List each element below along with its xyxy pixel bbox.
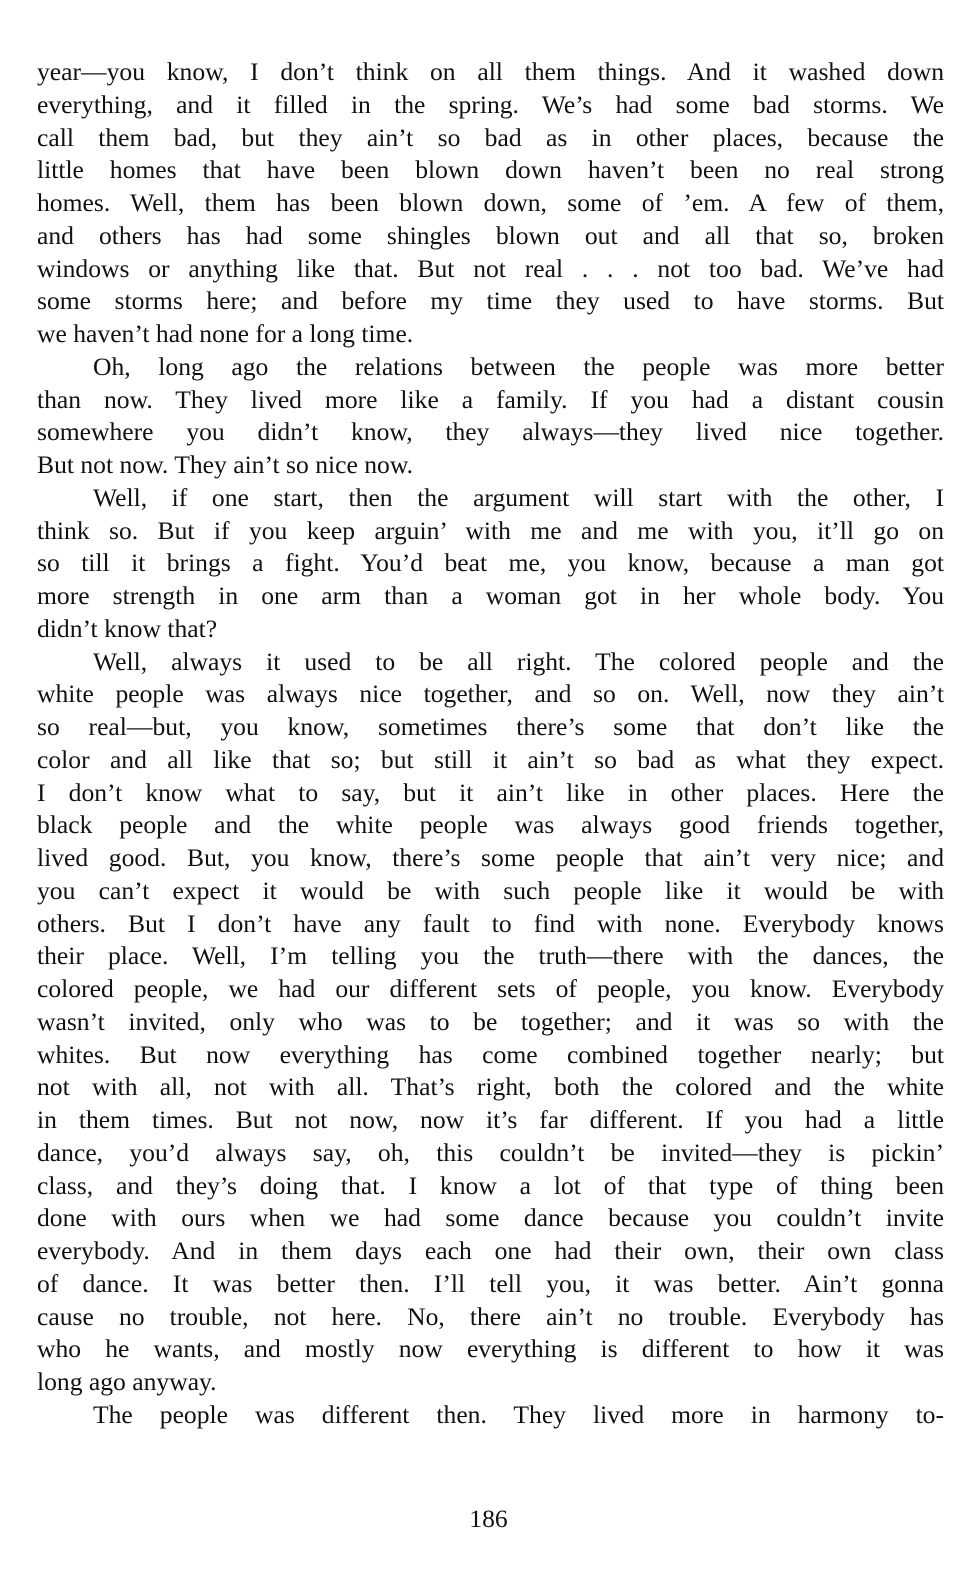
page-number: 186 [469,1504,508,1533]
text-line: year—you know, I don’t think on all them things. And it washed down [37,57,944,86]
text-line: Oh, long ago the relations between the people was more better [93,351,944,381]
text-line: lived good. But, you know, there’s some people that ain’t very nice; and [37,843,944,872]
text-line: class, and they’s doing that. I know a lot of that type of thing been [37,1170,944,1200]
text-line: you can’t expect it would be with such people like it would be with [37,875,944,905]
text-line: black people and the white people was always good friends together, [37,810,944,840]
text-line: done with ours when we had some dance because you couldn’t invite [37,1203,944,1233]
text-line: of dance. It was better then. I’ll tell you, it was better. Ain’t gonna [37,1268,944,1298]
text-line: The people was different then. They lived more in harmony to- [93,1399,944,1429]
text-line: colored people, we had our different sets of people, you know. Everybody [37,974,944,1003]
text-line: Well, always it used to be all right. The colored people and the [93,646,944,676]
text-line: I don’t know what to say, but it ain’t like in other places. Here the [37,777,944,807]
text-line: windows or anything like that. But not real . . . not too bad. We’ve had [37,253,944,283]
text-line: some storms here; and before my time they used to have storms. But [37,286,944,316]
text-line: their place. Well, I’m telling you the truth—there with the dances, the [37,941,944,971]
text-line: But not now. They ain’t so nice now. [37,450,414,479]
text-line: color and all like that so; but still it ain’t so bad as what they expect. [37,744,944,774]
text-line: everything, and it filled in the spring. We’s had some bad storms. We [37,89,944,119]
text-line: who he wants, and mostly now everything is different to how it was [37,1334,944,1364]
text-line: not with all, not with all. That’s right, both the colored and the white [37,1072,944,1102]
text-line: dance, you’d always say, oh, this couldn’t be invited—they is pickin’ [37,1137,944,1167]
text-line: we haven’t had none for a long time. [37,319,414,348]
text-line: others. But I don’t have any fault to find with none. Everybody knows [37,908,944,938]
text-line: call them bad, but they ain’t so bad as in other places, because the [37,122,944,152]
text-line: think so. But if you keep arguin’ with me and me with you, it’ll go on [37,515,944,545]
text-line: white people was always nice together, and so on. Well, now they ain’t [37,679,944,709]
text-line: somewhere you didn’t know, they always—they lived nice together. [37,417,944,447]
text-line: everybody. And in them days each one had their own, their own class [37,1236,944,1265]
text-line: and others has had some shingles blown out and all that so, broken [37,220,944,250]
text-line: whites. But now everything has come combined together nearly; but [37,1039,944,1069]
text-line: homes. Well, them has been blown down, some of ’em. A few of them, [37,188,944,217]
text-line: than now. They lived more like a family. If you had a distant cousin [37,384,944,414]
text-line: cause no trouble, not here. No, there ain’t no trouble. Everybody has [37,1301,944,1331]
text-line: so till it brings a fight. You’d beat me, you know, because a man got [37,548,944,578]
text-line: long ago anyway. [37,1367,217,1396]
body-text [37,56,944,1432]
text-line: wasn’t invited, only who was to be together; and it was so with the [37,1006,944,1036]
text-line: in them times. But not now, now it’s far different. If you had a little [37,1105,944,1134]
text-line: so real—but, you know, sometimes there’s some that don’t like the [37,712,944,741]
text-line: little homes that have been blown down haven’t been no real strong [37,155,944,185]
text-line: Well, if one start, then the argument will start with the other, I [93,482,944,512]
text-line: more strength in one arm than a woman got in her whole body. You [37,581,944,610]
text-line: didn’t know that? [37,613,218,643]
